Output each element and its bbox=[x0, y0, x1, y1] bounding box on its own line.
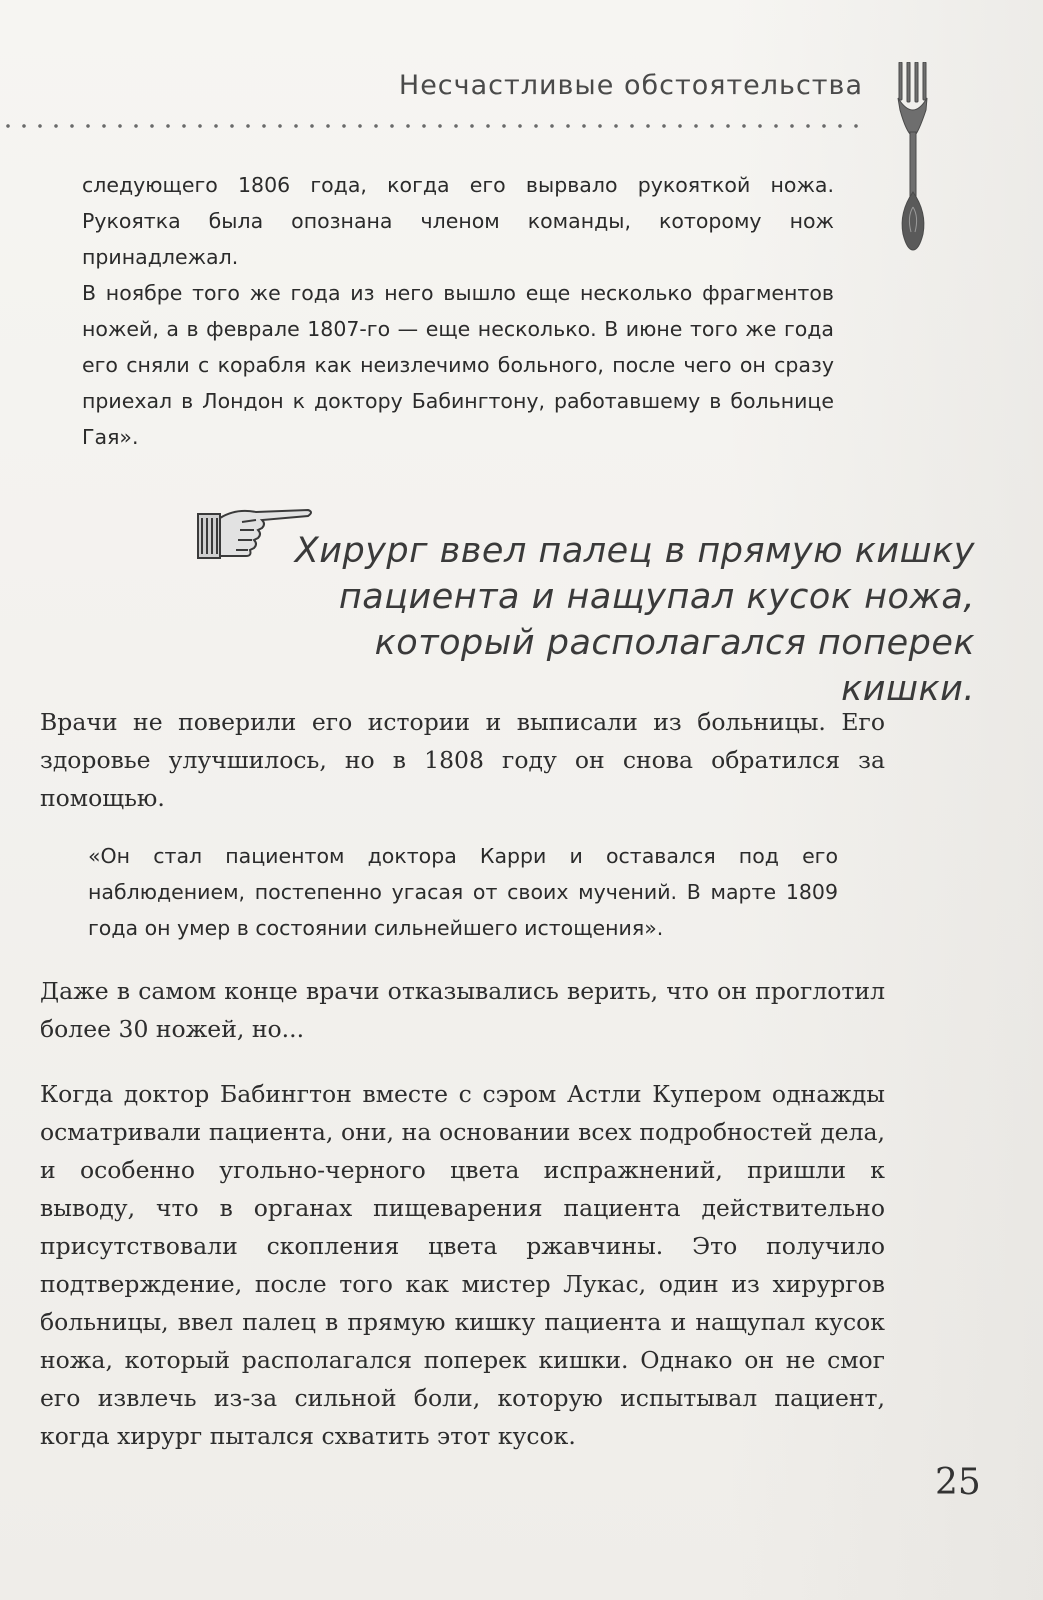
excerpt-paragraph: В ноябре того же года из него вышло еще несколько фрагментов ножей, а в феврале 1807-го — еще несколько. В июне того же года его сняли с корабля как неизлечимо больного, после чего он сразу приехал в Лондон к доктору Бабингтону, работавшему в больнице Гая». bbox=[82, 281, 834, 449]
body-paragraph-text: Когда доктор Бабингтон вместе с сэром Астли Купером однажды осматривали пациента, они, на основании всех подробностей дела, и особенно угольно-черного цвета испражнений, пришли к выводу, что в органах пищеварения пациента действительно присутствовали скопления цвета ржавчины. Это получило подтверждение, после того как мистер Лукас, один из хирургов больницы, ввел палец в прямую кишку пациента и нащупал кусок ножа, который располагался поперек кишки. Однако он не смог его извлечь из-за сильной боли, которую испытывал пациент, когда хирург пытался схватить этот кусок. bbox=[40, 1080, 885, 1450]
excerpt-quote-2 bbox=[88, 838, 838, 946]
body-paragraph-1 bbox=[40, 703, 885, 817]
body-paragraph-2 bbox=[40, 972, 885, 1048]
excerpt-quote-1 bbox=[82, 167, 834, 455]
excerpt-paragraph: следующего 1806 года, когда его вырвало рукояткой ножа. Рукоятка была опознана членом команды, которому нож принадлежал. bbox=[82, 173, 834, 269]
excerpt-paragraph: «Он стал пациентом доктора Карри и оставался под его наблюдением, постепенно угасая от своих мучений. В марте 1809 года он умер в состоянии сильнейшего истощения». bbox=[88, 844, 838, 940]
body-paragraph-text: Даже в самом конце врачи отказывались верить, что он проглотил более 30 ножей, но... bbox=[40, 977, 885, 1043]
page-number: 25 bbox=[935, 1462, 981, 1503]
running-head-title: Несчастливые обстоятельства bbox=[398, 70, 863, 101]
pull-quote: Хирург ввел палец в прямую кишку пациента и нащупал кусок ножа, который располагался поперек кишки. bbox=[294, 531, 975, 709]
body-paragraph-3 bbox=[40, 1075, 885, 1455]
fork-icon bbox=[893, 62, 933, 252]
body-paragraph-text: Врачи не поверили его истории и выписали из больницы. Его здоровье улучшилось, но в 1808 году он снова обратился за помощью. bbox=[40, 708, 885, 812]
dotted-rule bbox=[0, 124, 870, 128]
